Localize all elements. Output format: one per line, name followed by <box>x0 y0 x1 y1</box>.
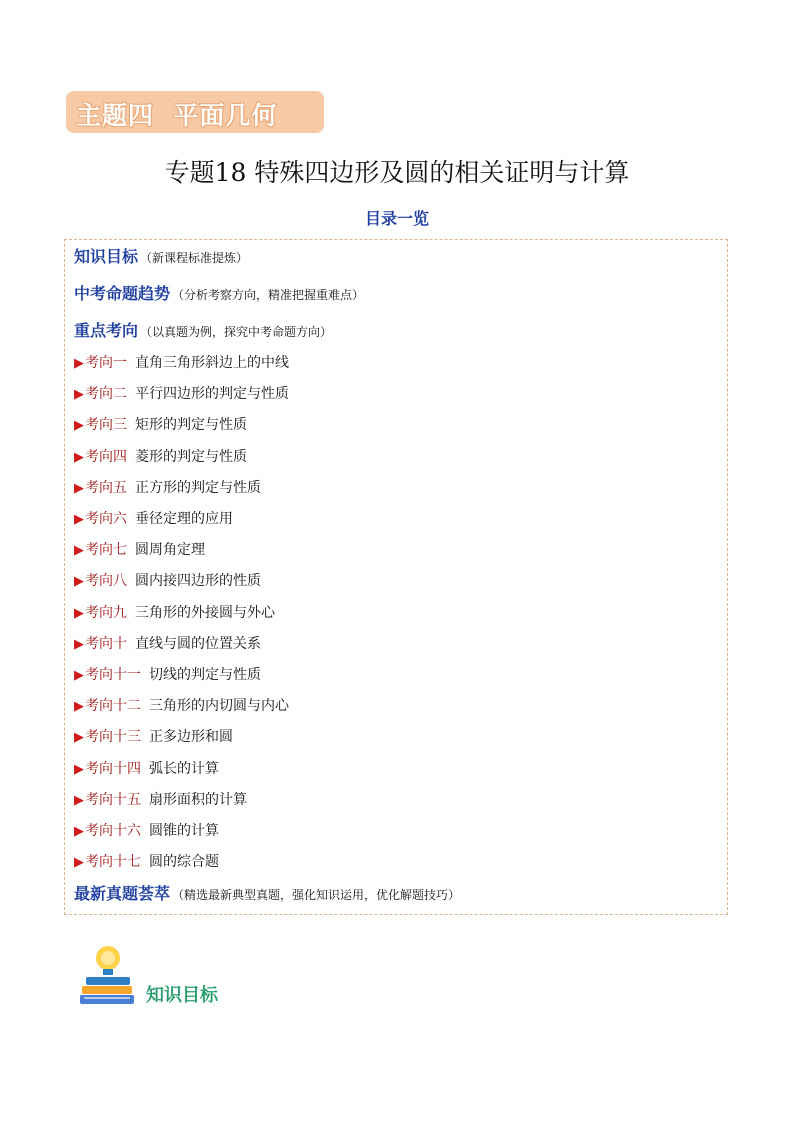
toc-item[interactable] <box>74 820 219 840</box>
toc-item[interactable] <box>74 789 247 809</box>
toc-item-label: 扇形面积的计算 <box>149 791 247 808</box>
triangle-marker-icon: ▶ <box>74 855 84 871</box>
toc-item-label: 矩形的判定与性质 <box>135 417 247 434</box>
triangle-marker-icon: ▶ <box>74 480 84 496</box>
toc-item-number: 考向十六 <box>85 823 141 839</box>
toc-item[interactable] <box>74 664 261 684</box>
toc-item[interactable] <box>74 446 247 466</box>
section-title: 最新真题荟萃 <box>74 884 171 903</box>
section-title: 知识目标 <box>74 247 139 266</box>
toc-item[interactable] <box>74 726 233 746</box>
topic-banner <box>66 91 324 133</box>
toc-item-label: 正方形的判定与性质 <box>135 479 261 496</box>
toc-item[interactable] <box>74 633 261 653</box>
toc-item[interactable] <box>74 352 289 372</box>
triangle-marker-icon: ▶ <box>74 668 84 683</box>
toc-item-number: 考向十 <box>85 635 127 652</box>
toc-item-label: 平行四边形的判定与性质 <box>135 386 289 403</box>
toc-section-exam-trend[interactable] <box>74 281 364 304</box>
page-title: 专题18 特殊四边形及圆的相关证明与计算 <box>164 158 630 187</box>
toc-item-label: 圆内接四边形的性质 <box>135 573 261 590</box>
section-note: （分析考察方向，精准把握重难点） <box>172 288 365 302</box>
toc-item[interactable] <box>74 758 219 778</box>
toc-item[interactable] <box>74 539 205 559</box>
triangle-marker-icon: ▶ <box>74 699 84 715</box>
triangle-marker-icon: ▶ <box>74 543 84 559</box>
toc-item-number: 考向十二 <box>85 698 141 715</box>
toc-item-label: 直线与圆的位置关系 <box>135 635 261 652</box>
toc-item-number: 考向二 <box>85 386 127 403</box>
toc-item-label: 三角形的内切圆与内心 <box>149 698 289 715</box>
triangle-marker-icon: ▶ <box>74 418 84 434</box>
toc-item[interactable] <box>74 477 261 497</box>
toc-item-number: 考向十三 <box>85 729 141 746</box>
toc-item-number: 考向六 <box>85 511 127 527</box>
toc-heading: 目录一览 <box>364 209 429 228</box>
section-note: （新课程标准提炼） <box>140 251 249 265</box>
toc-item-number: 考向十一 <box>85 667 141 683</box>
toc-item-number: 考向七 <box>85 542 127 559</box>
section-title: 重点考向 <box>74 321 139 340</box>
toc-item-label: 弧长的计算 <box>149 760 219 777</box>
triangle-marker-icon: ▶ <box>74 449 84 465</box>
triangle-marker-icon: ▶ <box>74 730 84 746</box>
toc-item[interactable] <box>74 383 289 403</box>
toc-item-number: 考向十四 <box>85 760 141 777</box>
toc-item[interactable] <box>74 570 261 590</box>
toc-item-label: 垂径定理的应用 <box>135 511 233 527</box>
toc-item[interactable] <box>74 414 247 434</box>
toc-section-latest-exams[interactable] <box>74 881 460 904</box>
toc-item-label: 圆锥的计算 <box>149 823 219 839</box>
section-note: （精选最新典型真题，强化知识运用，优化解题技巧） <box>172 888 461 902</box>
toc-item-number: 考向十七 <box>85 854 141 871</box>
toc-item[interactable] <box>74 695 289 715</box>
toc-item-number: 考向五 <box>85 479 127 496</box>
toc-item-label: 三角形的外接圆与外心 <box>135 604 275 621</box>
toc-section-knowledge-target[interactable] <box>74 244 248 267</box>
triangle-marker-icon: ▶ <box>74 792 84 808</box>
triangle-marker-icon: ▶ <box>74 574 84 590</box>
topic-banner-text: 主题四 平面几何 <box>76 101 278 130</box>
triangle-marker-icon: ▶ <box>74 605 84 621</box>
toc-item-number: 考向三 <box>85 417 127 434</box>
lightbulb-books-icon <box>78 944 138 1010</box>
toc-item[interactable] <box>74 602 275 622</box>
toc-item-number: 考向八 <box>85 573 127 590</box>
toc-item-number: 考向一 <box>85 355 127 371</box>
toc-item-label: 圆周角定理 <box>135 542 205 559</box>
toc-item-number: 考向十五 <box>85 791 141 808</box>
triangle-marker-icon: ▶ <box>74 387 84 403</box>
toc-box <box>64 239 728 915</box>
toc-item[interactable] <box>74 851 219 871</box>
toc-item-number: 考向四 <box>85 448 127 465</box>
triangle-marker-icon: ▶ <box>74 636 84 652</box>
section-title: 中考命题趋势 <box>74 284 171 303</box>
toc-item-label: 圆的综合题 <box>149 854 219 871</box>
triangle-marker-icon: ▶ <box>74 512 84 527</box>
toc-item-label: 正多边形和圆 <box>149 729 233 746</box>
toc-item-number: 考向九 <box>85 604 127 621</box>
knowledge-target-heading: 知识目标 <box>146 985 218 1006</box>
section-note: （以真题为例，探究中考命题方向） <box>140 325 333 339</box>
triangle-marker-icon: ▶ <box>74 761 84 777</box>
toc-item-label: 切线的判定与性质 <box>149 667 261 683</box>
toc-section-key-directions[interactable] <box>74 318 332 341</box>
toc-item-label: 菱形的判定与性质 <box>135 448 247 465</box>
triangle-marker-icon: ▶ <box>74 824 84 839</box>
toc-item-label: 直角三角形斜边上的中线 <box>135 355 289 371</box>
triangle-marker-icon: ▶ <box>74 356 84 371</box>
toc-item[interactable] <box>74 508 233 528</box>
